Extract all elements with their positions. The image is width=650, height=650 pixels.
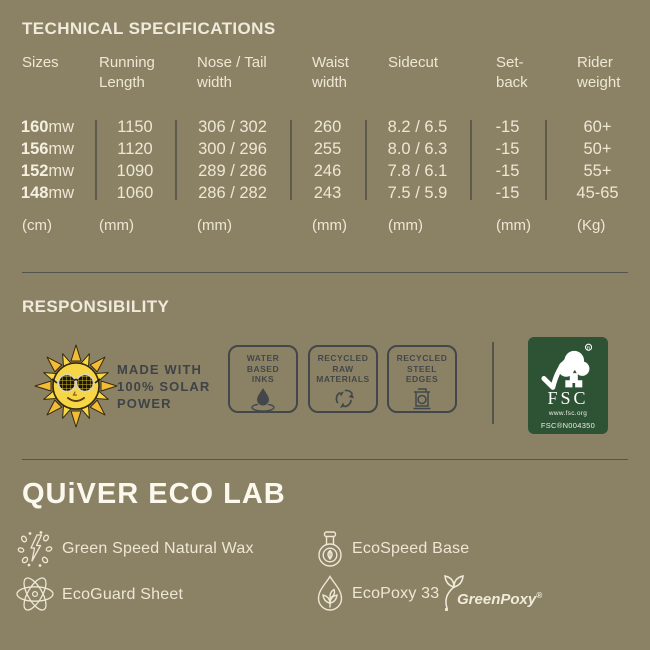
fsc-certification-logo: [528, 337, 608, 434]
column-header: Nose / Tail width: [197, 54, 267, 91]
recycled-raw-materials-badge: [308, 345, 378, 413]
value-cell: 1120: [117, 140, 153, 158]
value-cell: 7.8 / 6.1: [387, 162, 448, 180]
greenpoxy-brand: GreenPoxy®: [457, 591, 543, 608]
value-cell: 300 / 296: [198, 140, 267, 158]
spec-table-units: [0, 217, 650, 234]
wax-seeds-bolt-icon: [16, 530, 54, 568]
value-cell: 8.2 / 6.5: [387, 118, 448, 136]
value-cell: -15: [495, 162, 520, 180]
water-based-inks-badge: [228, 345, 298, 413]
column-header: Sizes: [22, 54, 59, 71]
fsc-brand: FSC: [547, 388, 589, 408]
eco-item-label: EcoPoxy 33: [352, 585, 440, 602]
value-cell: 306 / 302: [198, 118, 267, 136]
unit-cell: (cm): [22, 217, 52, 234]
value-cell: 1150: [117, 118, 153, 136]
value-cell: 60+: [583, 118, 612, 136]
atom-icon: [13, 572, 57, 616]
unit-cell: (mm): [197, 217, 232, 234]
badge-label: WATER BASED INKS: [246, 353, 280, 384]
value-cell: -15: [495, 118, 520, 136]
column-divider: [545, 120, 547, 200]
size-cell: 152mw: [20, 162, 75, 180]
svg-text:R: R: [586, 346, 591, 352]
section-divider: [22, 459, 628, 460]
section-divider: [22, 272, 628, 273]
fsc-tree-check-icon: [532, 341, 604, 391]
fsc-site: www.fsc.org: [548, 410, 588, 417]
unit-cell: (mm): [99, 217, 134, 234]
value-cell: 255: [313, 140, 342, 158]
size-cell: 156mw: [20, 140, 75, 158]
water-drop-icon: [246, 385, 280, 413]
unit-cell: (mm): [312, 217, 347, 234]
column-header: Rider weight: [577, 54, 621, 91]
spec-table-header: [0, 53, 650, 93]
value-cell: 8.0 / 6.3: [387, 140, 448, 158]
column-divider: [175, 120, 177, 200]
eco-item-label: EcoSpeed Base: [352, 540, 470, 557]
column-header: Set- back: [496, 54, 528, 91]
registered-mark: ®: [536, 591, 543, 600]
eco-item-label: EcoGuard Sheet: [62, 586, 184, 603]
tech-specs-title: TECHNICAL SPECIFICATIONS: [22, 19, 276, 38]
value-cell: 260: [313, 118, 342, 136]
value-cell: -15: [495, 184, 520, 202]
unit-cell: (Kg): [577, 217, 606, 234]
value-cell: 50+: [583, 140, 612, 158]
droplet-leaves-icon: [314, 574, 346, 616]
value-cell: 286 / 282: [198, 184, 267, 202]
column-header: Running Length: [99, 54, 155, 91]
value-cell: 45-65: [576, 184, 619, 202]
column-divider: [290, 120, 292, 200]
recycle-arrows-icon: [328, 385, 358, 411]
trash-bin-icon: [407, 385, 437, 412]
unit-cell: (mm): [496, 217, 531, 234]
value-cell: 7.5 / 5.9: [387, 184, 448, 202]
unit-cell: (mm): [388, 217, 423, 234]
column-divider: [365, 120, 367, 200]
value-cell: 243: [313, 184, 342, 202]
size-cell: 160mw: [20, 118, 75, 136]
size-cell: 148mw: [20, 184, 75, 202]
responsibility-title: RESPONSIBILITY: [22, 297, 170, 316]
solar-sun-icon: [34, 344, 118, 428]
solar-power-caption: MADE WITH 100% SOLAR POWER: [117, 362, 211, 411]
badge-label: RECYCLED RAW MATERIALS: [316, 353, 370, 384]
column-header: Waist width: [312, 54, 349, 91]
value-cell: 246: [313, 162, 342, 180]
column-header: Sidecut: [388, 54, 439, 71]
flask-leaf-icon: [314, 528, 346, 570]
spec-table-body: [0, 116, 650, 204]
value-cell: 1060: [116, 184, 154, 202]
badge-label: RECYCLED STEEL EDGES: [396, 353, 448, 384]
recycled-steel-edges-badge: [387, 345, 457, 413]
responsibility-divider: [492, 342, 494, 424]
column-divider: [95, 120, 97, 200]
eco-item-label: Green Speed Natural Wax: [62, 540, 254, 557]
column-divider: [470, 120, 472, 200]
eco-lab-title: QUiVER ECO LAB: [22, 478, 286, 510]
value-cell: 1090: [116, 162, 154, 180]
value-cell: 55+: [583, 162, 612, 180]
value-cell: -15: [495, 140, 520, 158]
fsc-license-number: FSC®N004350: [540, 421, 596, 430]
value-cell: 289 / 286: [198, 162, 267, 180]
